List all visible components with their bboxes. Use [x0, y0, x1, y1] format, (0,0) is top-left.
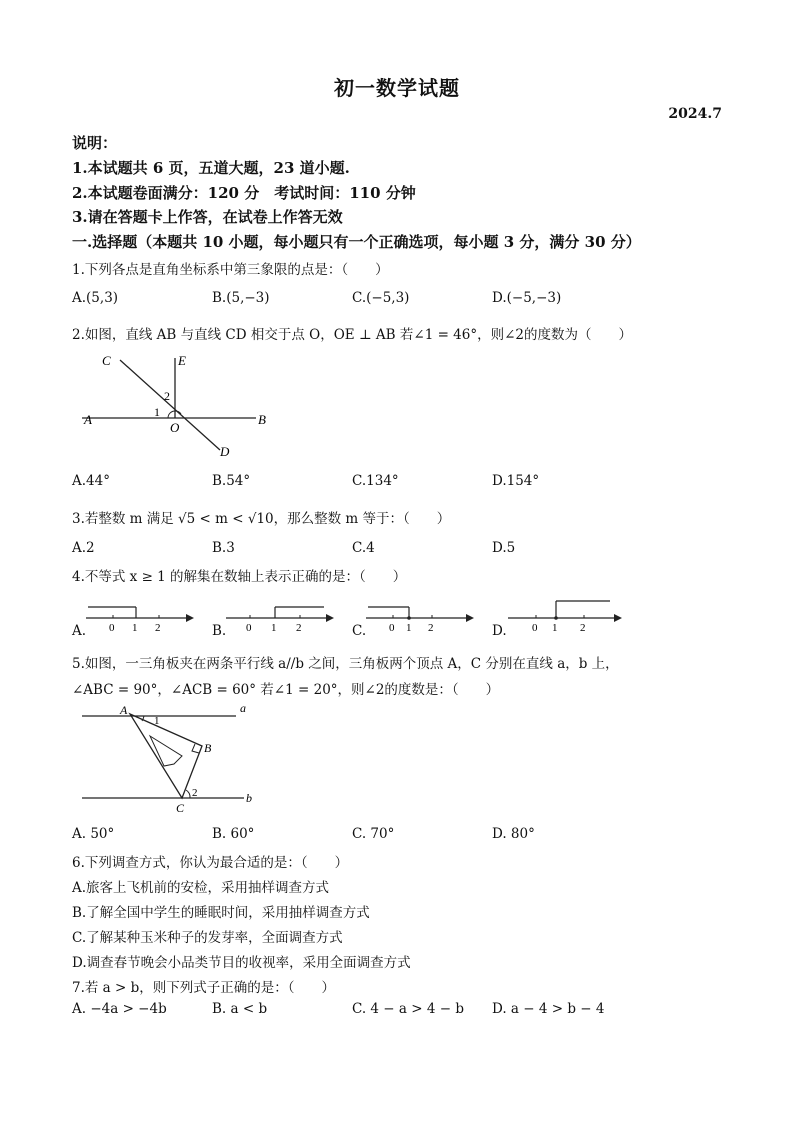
number-line-c — [366, 600, 478, 636]
tick-label: 0 — [109, 622, 115, 634]
option-a[interactable]: A.2 — [72, 540, 95, 556]
exam-date: 2024.7 — [668, 106, 722, 122]
option-b[interactable]: B.54° — [212, 473, 251, 489]
label-a: A — [84, 412, 92, 427]
option-d[interactable]: D.5 — [492, 540, 516, 556]
option-c[interactable]: C. — [352, 623, 367, 639]
tick-label: 2 — [428, 622, 434, 634]
option-b[interactable]: B.3 — [212, 540, 235, 556]
option-a[interactable]: A. 50° — [72, 826, 115, 842]
option-c[interactable]: C. 70° — [352, 826, 395, 842]
option-b[interactable]: B. 60° — [212, 826, 255, 842]
option-d[interactable]: D. 80° — [492, 826, 535, 842]
label-line-b: b — [246, 791, 252, 805]
question-stem: 1.下列各点是直角坐标系中第三象限的点是：（ ） — [72, 262, 389, 278]
tick-label: 2 — [580, 622, 586, 634]
label-e: E — [178, 353, 186, 368]
number-line-d — [508, 598, 628, 636]
question-stem: 6.下列调查方式，你认为最合适的是：（ ） — [72, 855, 349, 871]
option-a[interactable]: A. −4a > −4b — [72, 1001, 167, 1017]
tick-label: 1 — [132, 622, 138, 634]
option-d[interactable]: D. — [492, 623, 507, 639]
number-line-a — [86, 600, 196, 636]
tick-label: 2 — [155, 622, 161, 634]
label-angle-1: 1 — [154, 715, 160, 727]
label-angle-2: 2 — [192, 787, 198, 799]
option-a[interactable]: A. — [72, 623, 87, 639]
label-c: C — [102, 353, 111, 368]
option-c[interactable]: C. 4 − a > 4 − b — [352, 1001, 464, 1017]
question-stem: 7.若 a > b，则下列式子正确的是：（ ） — [72, 980, 336, 996]
option-c[interactable]: C.(−5,3) — [352, 290, 410, 306]
option-c[interactable]: C.134° — [352, 473, 399, 489]
tick-label: 2 — [296, 622, 302, 634]
instruction-item: 1.本试题共 6 页，五道大题，23 道小题. — [72, 159, 350, 177]
label-o: O — [170, 420, 180, 435]
label-b: B — [204, 741, 212, 755]
option-d[interactable]: D. a − 4 > b − 4 — [492, 1001, 605, 1017]
question-stem: 5.如图，一三角板夹在两条平行线 a//b 之间，三角板两个顶点 A，C 分别在直线 a，b 上， — [72, 656, 619, 672]
option-b[interactable]: B.(5,−3) — [212, 290, 270, 306]
option-a[interactable]: A.旅客上飞机前的安检，采用抽样调查方式 — [72, 880, 330, 896]
intersecting-lines-figure — [72, 350, 292, 465]
option-c[interactable]: C.4 — [352, 540, 375, 556]
section-heading: 一.选择题（本题共 10 小题，每小题只有一个正确选项，每小题 3 分，满分 30 分） — [72, 233, 641, 251]
option-b[interactable]: B. a < b — [212, 1001, 268, 1017]
label-b: B — [258, 412, 266, 427]
option-a[interactable]: A.(5,3) — [72, 290, 119, 306]
tick-label: 0 — [389, 622, 395, 634]
tick-label: 0 — [532, 622, 538, 634]
instruction-item: 2.本试题卷面满分：120 分 考试时间：110 分钟 — [72, 184, 416, 202]
option-b[interactable]: B.了解全国中学生的睡眠时间，采用抽样调查方式 — [72, 905, 370, 921]
option-d[interactable]: D.(−5,−3) — [492, 290, 562, 306]
instruction-item: 3.请在答题卡上作答，在试卷上作答无效 — [72, 208, 343, 226]
question-stem: 2.如图，直线 AB 与直线 CD 相交于点 O，OE ⊥ AB 若∠1 = 46°，则∠2的度数为（ ） — [72, 327, 633, 343]
label-angle-2: 2 — [164, 389, 170, 403]
triangle-parallel-lines-figure — [78, 700, 288, 818]
option-d[interactable]: D.调查春节晚会小品类节目的收视率，采用全面调查方式 — [72, 955, 411, 971]
tick-label: 0 — [246, 622, 252, 634]
question-stem: 3.若整数 m 满足 √5 < m < √10，那么整数 m 等于：（ ） — [72, 511, 451, 527]
number-line-b — [226, 600, 338, 636]
question-stem-continued: ∠ABC = 90°，∠ACB = 60° 若∠1 = 20°，则∠2的度数是：（ ） — [72, 682, 500, 698]
tick-label: 1 — [271, 622, 277, 634]
tick-label: 1 — [406, 622, 412, 634]
label-angle-1: 1 — [154, 405, 160, 419]
option-b[interactable]: B. — [212, 623, 227, 639]
label-a: A — [120, 703, 128, 717]
option-a[interactable]: A.44° — [72, 473, 110, 489]
question-stem: 4.不等式 x ≥ 1 的解集在数轴上表示正确的是：（ ） — [72, 569, 407, 585]
label-line-a: a — [240, 701, 246, 715]
tick-label: 1 — [552, 622, 558, 634]
label-c: C — [176, 801, 185, 815]
label-d: D — [220, 444, 230, 459]
instructions-heading: 说明： — [72, 134, 118, 152]
page-title: 初一数学试题 — [334, 76, 460, 100]
option-d[interactable]: D.154° — [492, 473, 540, 489]
option-c[interactable]: C.了解某种玉米种子的发芽率，全面调查方式 — [72, 930, 343, 946]
